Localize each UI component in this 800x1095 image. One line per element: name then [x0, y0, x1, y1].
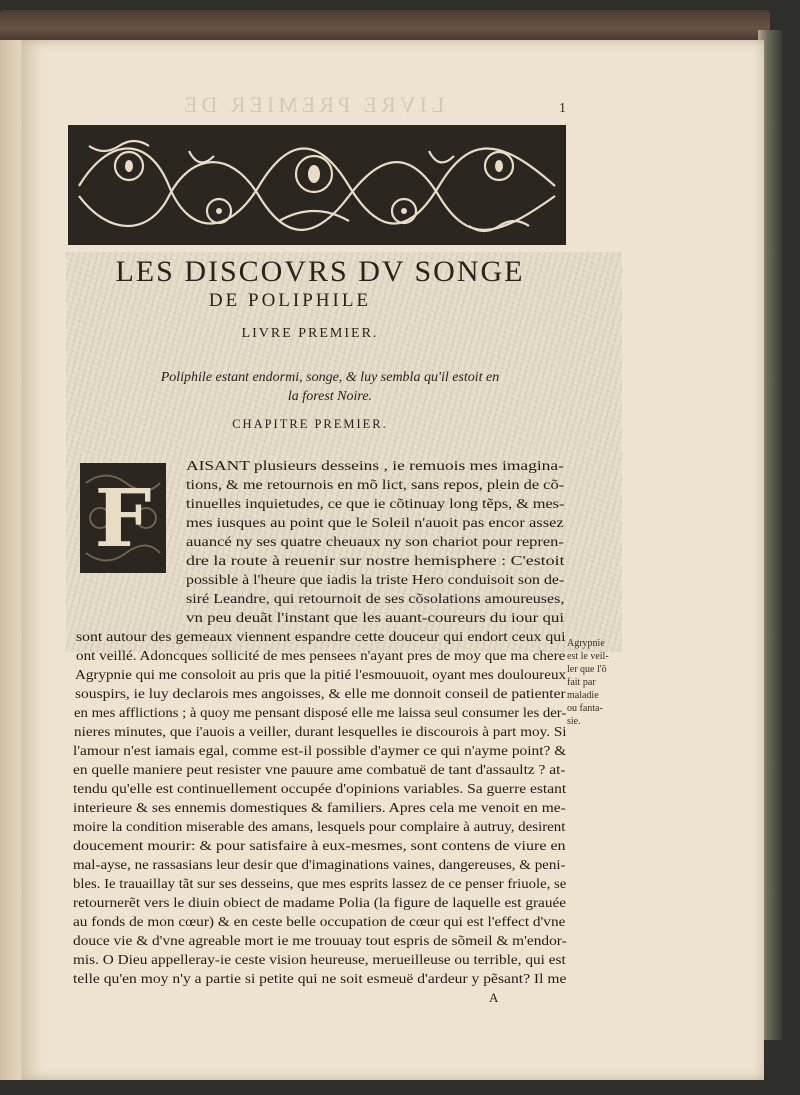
body-line: mes iusques au point que le Soleil n'auoit pas encor assez — [186, 515, 564, 530]
body-line: doucement mourir: & pour satisfaire à eux-mesmes, sont contens de viure en — [73, 838, 566, 853]
body-line: vn peu deuãt l'instant que les auant-coureurs du iour qui — [186, 610, 565, 625]
margin-note — [567, 637, 627, 728]
body-line: AISANT plusieurs desseins , ie remuois mes imagina- — [186, 458, 564, 473]
body-line: douce vie & d'vne agreable mort ie me trouuay tout espris de sõmeil & m'endor- — [73, 933, 567, 948]
body-line: ont veillé. Adoncques sollicité de mes pensees n'ayant pres de moy que ma chere — [76, 648, 566, 663]
margin-note-line: maladie — [567, 690, 599, 701]
body-line: sont autour des gemeaux viennent espandre cette douceur qui endort ceux qui — [76, 629, 566, 644]
body-line: tions, & me retournois en mõ lict, sans repos, plein de cõ- — [186, 477, 565, 492]
margin-note-line: ou fanta- — [567, 703, 603, 714]
book-heading: LIVRE PREMIER. — [241, 326, 379, 341]
signature-mark: A — [489, 990, 499, 1005]
body-line: interieure & ses ennemis domestiques & familiers. Apres cela me venoit en me- — [73, 800, 566, 815]
margin-note-line: Agrypnie — [567, 638, 605, 649]
page-title: LES DISCOVRS DV SONGE — [115, 255, 525, 288]
body-line: retournerẽt vers le diuin obiect de madame Polia (la figure de laquelle est grauée — [73, 895, 567, 910]
summary-line: la forest Noire. — [287, 389, 373, 404]
body-line: telle qu'en moy n'y a partie si petite qui ne soit esmeuë d'ardeur y pẽsant? Il me — [73, 971, 567, 986]
summary-line: Poliphile estant endormi, songe, & luy sembla qu'il estoit en — [160, 370, 500, 385]
margin-note-line: est le veil- — [567, 651, 609, 662]
body-line: tinuelles inquietudes, ce que ie cõtinuay long tẽps, & mes- — [186, 496, 565, 511]
body-line: souspirs, ie luy declarois mes angoisses, & elle me donnoit conseil de patienter — [75, 686, 566, 701]
body-line: l'amour n'est iamais egal, comme est-il possible d'aymer ce qui n'ayme point? & — [73, 743, 567, 758]
body-line: tendu qu'elle est continuellement occupée d'opinions variables. Sa guerre estant — [73, 781, 567, 796]
body-line: dre la route à reuenir sur nostre hemisphere : C'estoit — [186, 553, 565, 568]
body-line: en quelle maniere peut resister vne pauure ame combatuë de tant d'assaultz ? at- — [73, 762, 566, 777]
body-line: nieres minutes, que i'auois a veiller, durant lesquelles ie discourois à part moy. Si — [74, 724, 567, 739]
body-line: moire la condition miserable des amans, lesquels pour complaire à autruy, desirent — [73, 819, 566, 834]
body-line: siré Leandre, qui retournoit de ses cõsolations amoureuses, — [186, 591, 565, 606]
body-line: bles. Ie trauaillay tãt sur ses desseins, que mes esprits lassez de ce penser friuole, se — [73, 876, 567, 891]
margin-note-line: ler que l'õ — [567, 664, 607, 675]
body-line: au fonds de mon cœur) & en ceste belle occupation de cœur qui est l'effect d'vne — [73, 914, 566, 929]
body-line: Agrypnie qui me consoloit au pris que la pitié l'esmouuoit, oyant mes douloureux — [75, 667, 567, 682]
margin-note-line: sie. — [567, 716, 581, 727]
margin-note-line: fait par — [567, 677, 596, 688]
page-subtitle: DE POLIPHILE — [208, 290, 372, 311]
chapter-heading: CHAPITRE PREMIER. — [232, 417, 388, 431]
body-line: mis. O Dieu appelleray-ie ceste vision heureuse, merueilleuse ou terrible, qui est — [73, 952, 566, 967]
folio-number: 1 — [559, 101, 566, 116]
decorated-initial — [80, 463, 166, 573]
body-line: auancé ny ses quatre cheuaux ny son chariot pour repren- — [186, 534, 564, 549]
running-head-bleed-through: LIVRE PREMIER DE — [180, 92, 445, 117]
body-line: possible à l'heure que iadis la triste Hero conduisoit son de- — [186, 572, 565, 587]
ornamental-headpiece — [68, 125, 566, 245]
body-line: en mes afflictions ; à quoy me pensant disposé elle me laissa seul consumer les der- — [74, 705, 567, 720]
body-line: mal-ayse, ne rassasians leur desir que d'imaginations vaines, dangereuses, & peni- — [73, 857, 566, 872]
drop-cap-letter: F — [94, 471, 152, 565]
chapter-summary — [140, 368, 520, 406]
